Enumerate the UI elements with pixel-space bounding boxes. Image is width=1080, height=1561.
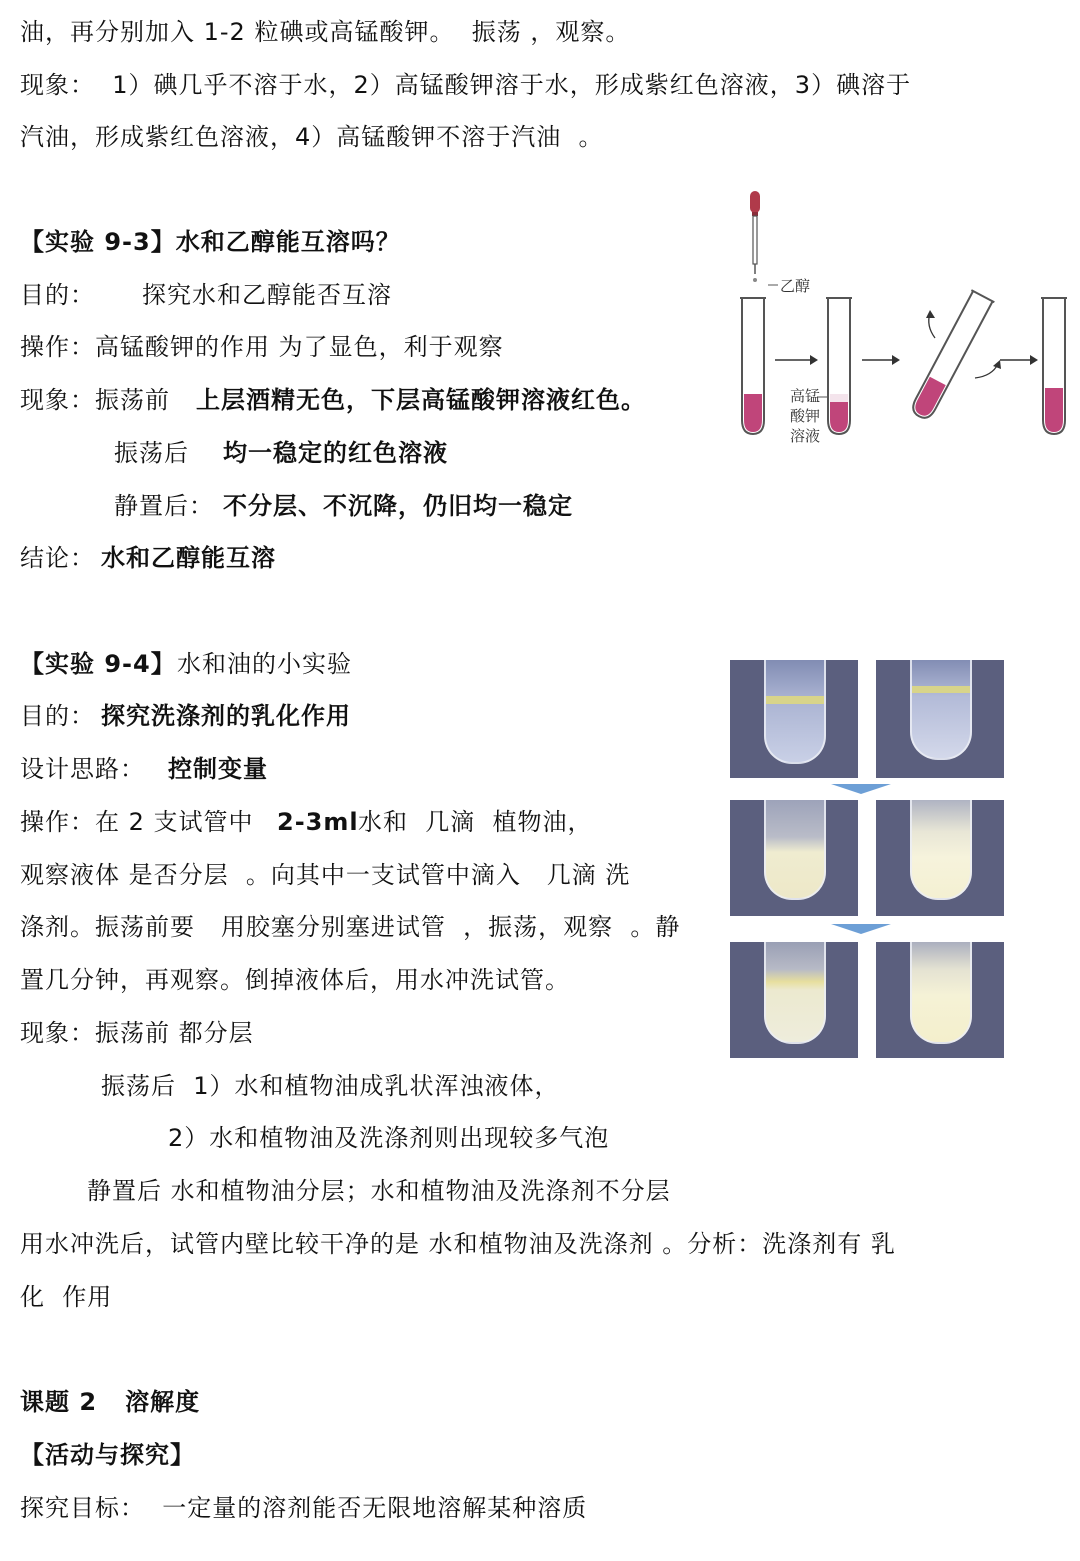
- after-shake-line: 振荡后 1）水和植物油成乳状浑浊液体，: [101, 1072, 560, 1100]
- kmno4-label-line3: 溶液: [790, 427, 821, 445]
- arrow-right-icon: [775, 355, 818, 365]
- test-tube-1: [740, 298, 766, 434]
- purpose-text: 探究水和乙醇能否互溶: [142, 281, 392, 309]
- topic-heading: 课题 2 溶解度: [20, 1388, 201, 1416]
- arrow-right-icon: [862, 355, 900, 365]
- text-line: 现象： 1）碘几乎不溶于水，2）高锰酸钾溶于水，形成紫红色溶液，3）碘溶于: [20, 71, 912, 99]
- after-shake-label: 振荡后: [114, 439, 189, 467]
- after-shake-text: 均一稳定的红色溶液: [223, 439, 448, 467]
- operation-text: 水和 几滴 植物油，: [358, 808, 593, 836]
- text-line: 油，再分别加入 1-2 粒碘或高锰酸钾。 振荡 ，观察。: [20, 18, 631, 46]
- conclusion-text: 水和乙醇能互溶: [101, 544, 276, 572]
- text-line: 置几分钟，再观察。倒掉液体后，用水冲洗试管。: [20, 966, 570, 994]
- section-heading-exp-9-4-title: 水和油的小实验: [177, 650, 352, 678]
- ethanol-mixing-diagram: [730, 188, 1075, 450]
- arrow-down-icon: [831, 784, 891, 794]
- purpose-label: 目的：: [20, 702, 95, 730]
- test-tube-2: [826, 298, 852, 434]
- goal-line: 探究目标： 一定量的溶剂能否无限地溶解某种溶质: [20, 1494, 588, 1522]
- test-tube-3-shaking: [908, 290, 995, 422]
- conclusion-label: 结论：: [20, 544, 95, 572]
- phenomenon-line: 现象：振荡前 都分层: [20, 1019, 254, 1047]
- after-rest-text: 不分层、不沉降，仍旧均一稳定: [223, 492, 573, 520]
- operation-amount: 2-3ml: [277, 808, 359, 836]
- operation-label: 操作：在 2 支试管中: [20, 808, 254, 836]
- after-shake-line-2: 2）水和植物油及洗涤剂则出现较多气泡: [168, 1124, 610, 1152]
- activity-heading: 【活动与探究】: [20, 1441, 195, 1469]
- operation-line: 操作：高锰酸钾的作用 为了显色，利于观察: [20, 333, 504, 361]
- phenomenon-before: 上层酒精无色，下层高锰酸钾溶液红色。: [196, 386, 646, 414]
- section-heading-exp-9-4: 【实验 9-4】: [20, 650, 176, 678]
- arrow-down-icon: [831, 924, 891, 934]
- test-tube-4: [1041, 298, 1067, 434]
- purpose-text: 探究洗涤剂的乳化作用: [101, 702, 351, 730]
- photo-water-oil-detergent-shaken: [876, 800, 1004, 916]
- text-line: 观察液体 是否分层 。向其中一支试管中滴入 几滴 洗: [20, 861, 631, 889]
- photo-water-oil-rested: [730, 942, 858, 1058]
- text-line: 用水冲洗后，试管内壁比较干净的是 水和植物油及洗涤剂 。分析：洗涤剂有 乳: [20, 1230, 896, 1258]
- after-rest-label: 静置后：: [114, 492, 214, 520]
- photo-water-oil-shaken: [730, 800, 858, 916]
- text-line: 化 作用: [20, 1283, 113, 1311]
- phenomenon-label: 现象：振荡前: [20, 386, 170, 414]
- dropper-icon: [750, 191, 760, 282]
- purpose-label: 目的：: [20, 281, 95, 309]
- design-label: 设计思路：: [20, 755, 145, 783]
- arrow-right-icon: [1000, 355, 1038, 365]
- text-line: 涤剂。振荡前要 用胶塞分别塞进试管 ，振荡，观察 。静: [20, 913, 681, 941]
- photo-water-oil-detergent-before: [876, 660, 1004, 778]
- text-line: 汽油，形成紫红色溶液，4）高锰酸钾不溶于汽油 。: [20, 123, 604, 151]
- kmno4-label-line1: 高锰: [790, 387, 821, 405]
- water-oil-photos: [728, 658, 996, 1060]
- after-rest-line: 静置后 水和植物油分层；水和植物油及洗涤剂不分层: [87, 1177, 671, 1205]
- photo-water-oil-detergent-rested: [876, 942, 1004, 1058]
- photo-water-oil-before: [730, 660, 858, 778]
- kmno4-label-line2: 酸钾: [790, 407, 821, 425]
- ethanol-label: 乙醇: [780, 277, 811, 295]
- section-heading-exp-9-3: 【实验 9-3】水和乙醇能互溶吗？: [20, 228, 401, 256]
- design-text: 控制变量: [168, 755, 268, 783]
